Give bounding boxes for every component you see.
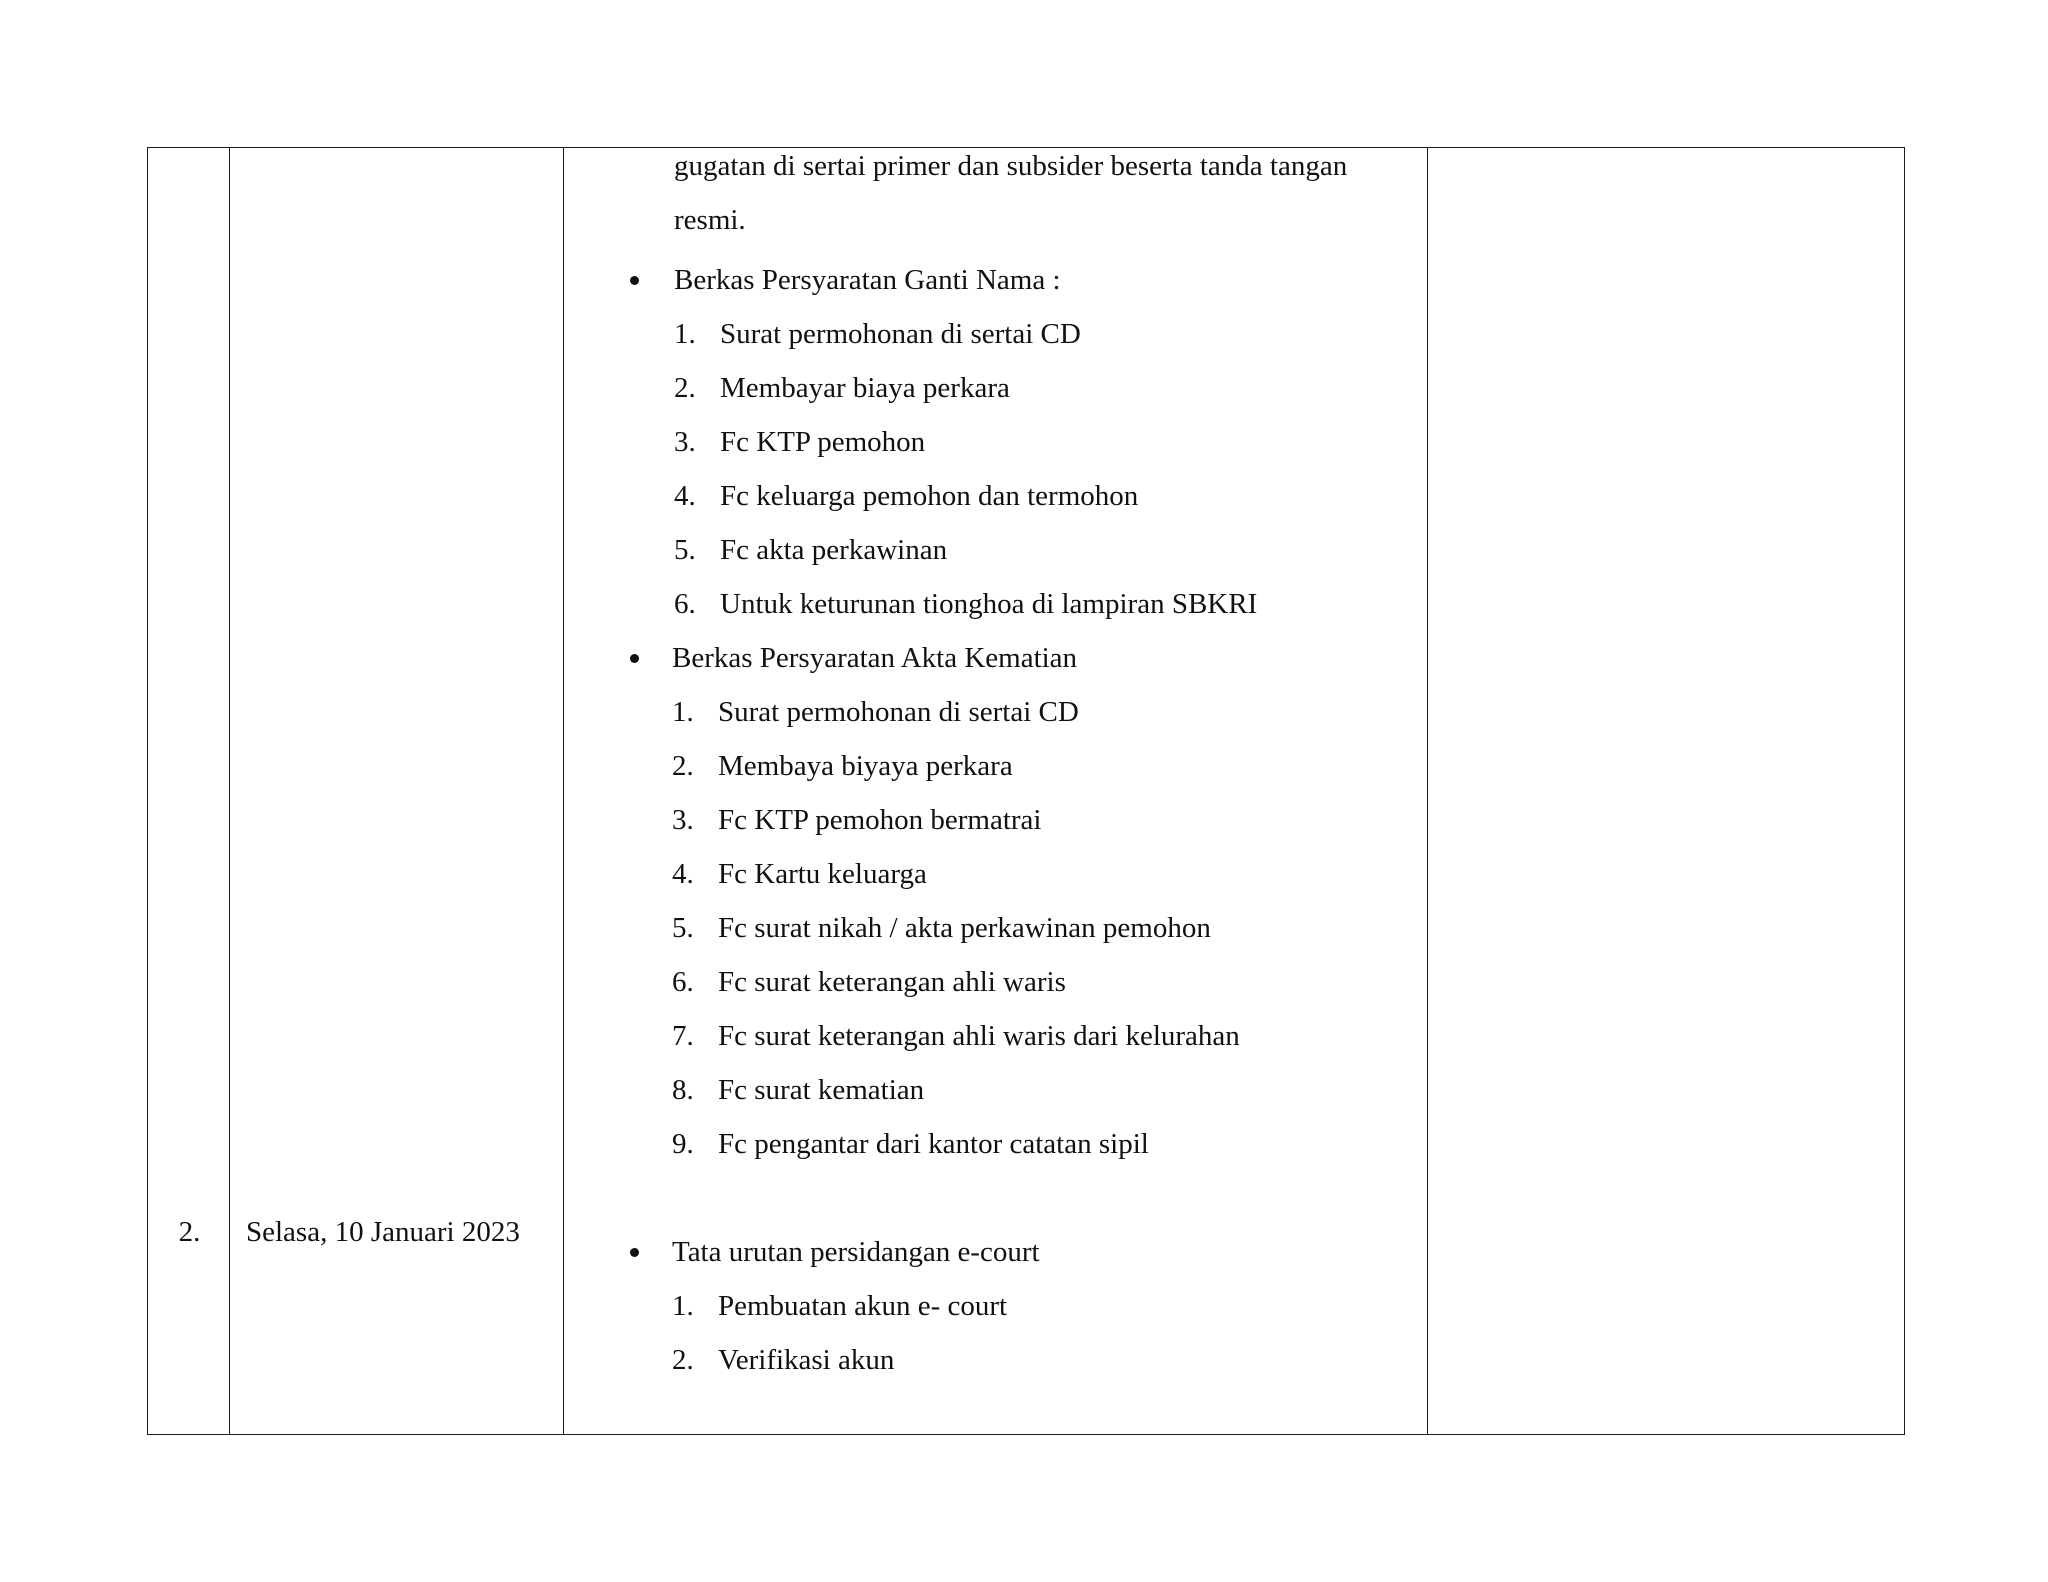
- list-item-number: 2.: [672, 750, 694, 782]
- list-item-number: 4.: [672, 858, 694, 890]
- list-item-number: 7.: [672, 1020, 694, 1052]
- section-title: Berkas Persyaratan Ganti Nama :: [674, 264, 1061, 296]
- list-item: Fc akta perkawinan: [720, 534, 948, 566]
- column-divider: [1427, 148, 1428, 1434]
- list-item: Fc keluarga pemohon dan termohon: [720, 480, 1139, 512]
- intro-line: gugatan di sertai primer dan subsider beserta tanda tangan: [674, 150, 1348, 182]
- list-item-number: 4.: [674, 480, 696, 512]
- list-item: Untuk keturunan tionghoa di lampiran SBKRI: [720, 588, 1258, 620]
- list-item: Fc surat keterangan ahli waris dari kelurahan: [718, 1020, 1240, 1052]
- row-number: 2.: [178, 1216, 201, 1248]
- list-item: Fc surat keterangan ahli waris: [718, 966, 1066, 998]
- intro-line: resmi.: [674, 204, 746, 236]
- list-item: Verifikasi akun: [718, 1344, 895, 1376]
- list-item-number: 1.: [674, 318, 696, 350]
- bullet-icon: [630, 1248, 639, 1257]
- section-title: Berkas Persyaratan Akta Kematian: [672, 642, 1078, 674]
- row-date: Selasa, 10 Januari 2023: [246, 1216, 520, 1248]
- list-item-number: 5.: [672, 912, 694, 944]
- list-item: Membayar biaya perkara: [720, 372, 1010, 404]
- list-item-number: 8.: [672, 1074, 694, 1106]
- list-item: Fc surat kematian: [718, 1074, 925, 1106]
- activity-table: [147, 147, 1905, 1435]
- list-item-number: 2.: [672, 1344, 694, 1376]
- list-item: Membaya biyaya perkara: [718, 750, 1013, 782]
- section-title: Tata urutan persidangan e-court: [672, 1236, 1040, 1268]
- list-item: Pembuatan akun e- court: [718, 1290, 1008, 1322]
- bullet-icon: [630, 654, 639, 663]
- list-item-number: 5.: [674, 534, 696, 566]
- list-item: Surat permohonan di sertai CD: [718, 696, 1079, 728]
- list-item-number: 2.: [674, 372, 696, 404]
- list-item-number: 1.: [672, 1290, 694, 1322]
- list-item-number: 6.: [672, 966, 694, 998]
- list-item-number: 3.: [674, 426, 696, 458]
- list-item-number: 3.: [672, 804, 694, 836]
- list-item: Fc surat nikah / akta perkawinan pemohon: [718, 912, 1211, 944]
- list-item: Surat permohonan di sertai CD: [720, 318, 1081, 350]
- list-item: Fc Kartu keluarga: [718, 858, 927, 890]
- bullet-icon: [630, 276, 639, 285]
- list-item: Fc pengantar dari kantor catatan sipil: [718, 1128, 1149, 1160]
- list-item: Fc KTP pemohon: [720, 426, 926, 458]
- list-item-number: 1.: [672, 696, 694, 728]
- column-divider: [563, 148, 564, 1434]
- list-item: Fc KTP pemohon bermatrai: [718, 804, 1042, 836]
- list-item-number: 6.: [674, 588, 696, 620]
- list-item-number: 9.: [672, 1128, 694, 1160]
